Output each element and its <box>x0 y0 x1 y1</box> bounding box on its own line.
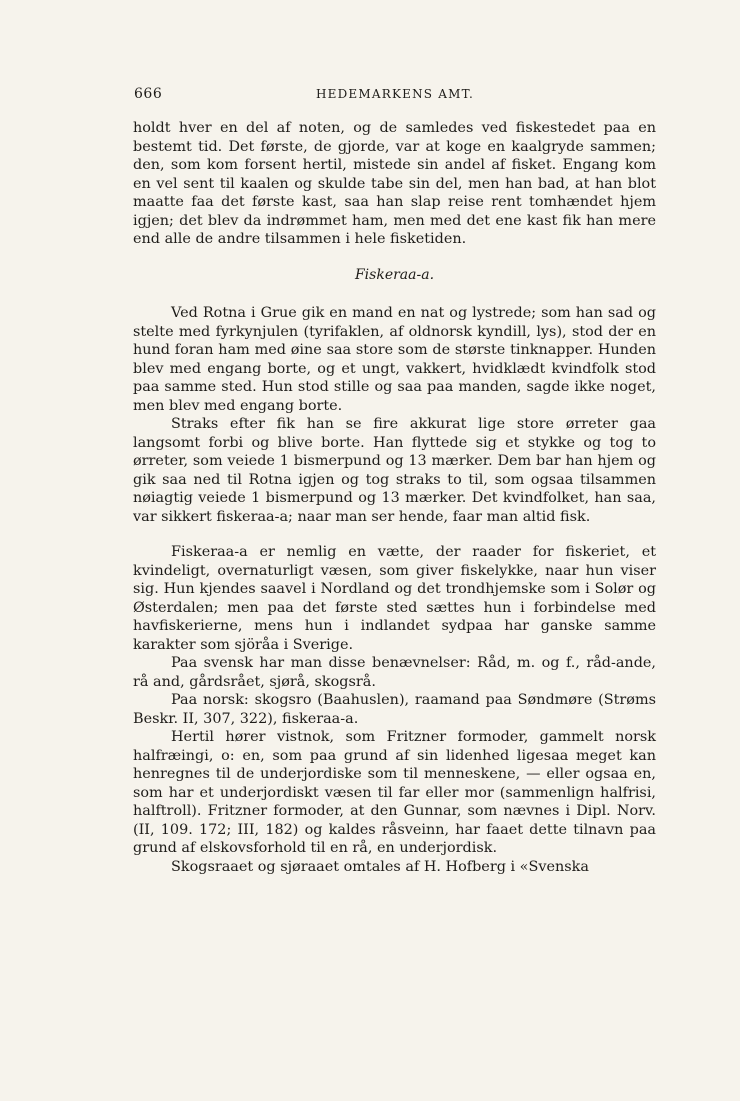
paragraph-hofberg: Skogsraaet og sjøraaet omtales af H. Hofberg i «Svenska <box>171 858 589 875</box>
paragraph-trout: Straks efter fik han se fire akkurat lige store ørreter gaa langsomt forbi og blive borte. Han flyttede sig et stykke og tog to ørreter, som veiede 1 bismerpund og 13 mærker. Dem bar han hjem og gik saa ned til Rotna igjen og tog straks to til, som ogsaa tilsammen nøiagtig veiede 1 bismerpund og 13 mærker. Det kvindfolket, han saa, var sikkert fiskeraa-a; naar man ser hende, faar man altid fisk. <box>133 416 656 525</box>
running-title: HEDEMARKENS AMT. <box>315 87 475 101</box>
paragraph-swedish-names: Paa svensk har man disse benævnelser: Råd, m. og f., råd-ande, rå and, gårdsrået, sjørå, skogsrå. <box>133 655 656 690</box>
paragraph-fiskeraa-definition: Fiskeraa-a er nemlig en vætte, der raader for fiskeriet, et kvindeligt, overnaturligt væsen, som giver fiskelykke, naar hun viser sig. Hun kjendes saavel i Nordland og det trondhjemske som i Solør og Østerdalen; men paa det første sted sættes hun i forbindelse med havfiskerierne, mens hun i indlandet sydpaa har ganske samme karakter som sjöråa i Sverige. <box>133 544 656 653</box>
paragraph-norwegian-names: Paa norsk: skogsro (Baahuslen), raamand paa Søndmøre (Strøms Beskr. II, 307, 322), fiskeraa-a. <box>133 692 656 727</box>
paragraph-fritzner: Hertil hører vistnok, som Fritzner formoder, gammelt norsk halfræingi, o: en, som paa grund af sin lidenhed ligesaa meget kan henregnes til de underjordiske som til menneskene, — eller ogsaa en, som har et underjordiskt væsen til far eller mor (sammenlign halfrisi, halftroll). Fritzner formoder, at den Gunnar, som nævnes i Dipl. Norv. (II, 109. 172; III, 182) og kaldes råsveinn, har faaet dette tilnavn paa grund af elskovsforhold til en rå, en underjordisk. <box>133 729 656 856</box>
paragraph-continuation: holdt hver en del af noten, og de samledes ved fiskestedet paa en bestemt tid. Det første, de gjorde, var at koge en kaalgryde sammen; den, som kom forsent hertil, mistede sin andel af fisket. Engang kom en vel sent til kaalen og skulde tabe sin del, men han bad, at han blot maatte faa det første kast, saa han slap reise rent tomhændet hjem igjen; det blev da indrømmet ham, men med det ene kast fik han mere end alle de andre tilsammen i hele fisketiden. <box>133 120 656 247</box>
section-heading: Fiskeraa-a. <box>354 266 435 283</box>
page-number: 666 <box>134 86 163 102</box>
body-text <box>133 119 656 876</box>
paragraph-gap <box>133 526 656 543</box>
page-header <box>134 86 656 106</box>
paragraph-rotna-story: Ved Rotna i Grue gik en mand en nat og lystrede; som han sad og stelte med fyrkynjulen (tyrifaklen, af oldnorsk kyndill, lys), stod der en hund foran ham med øine saa store som de største tinknapper. Hunden blev med engang borte, og et ungt, vakkert, hvidklædt kvindfolk stod paa samme sted. Hun stod stille og saa paa manden, sagde ikke noget, men blev med engang borte. <box>133 305 656 414</box>
